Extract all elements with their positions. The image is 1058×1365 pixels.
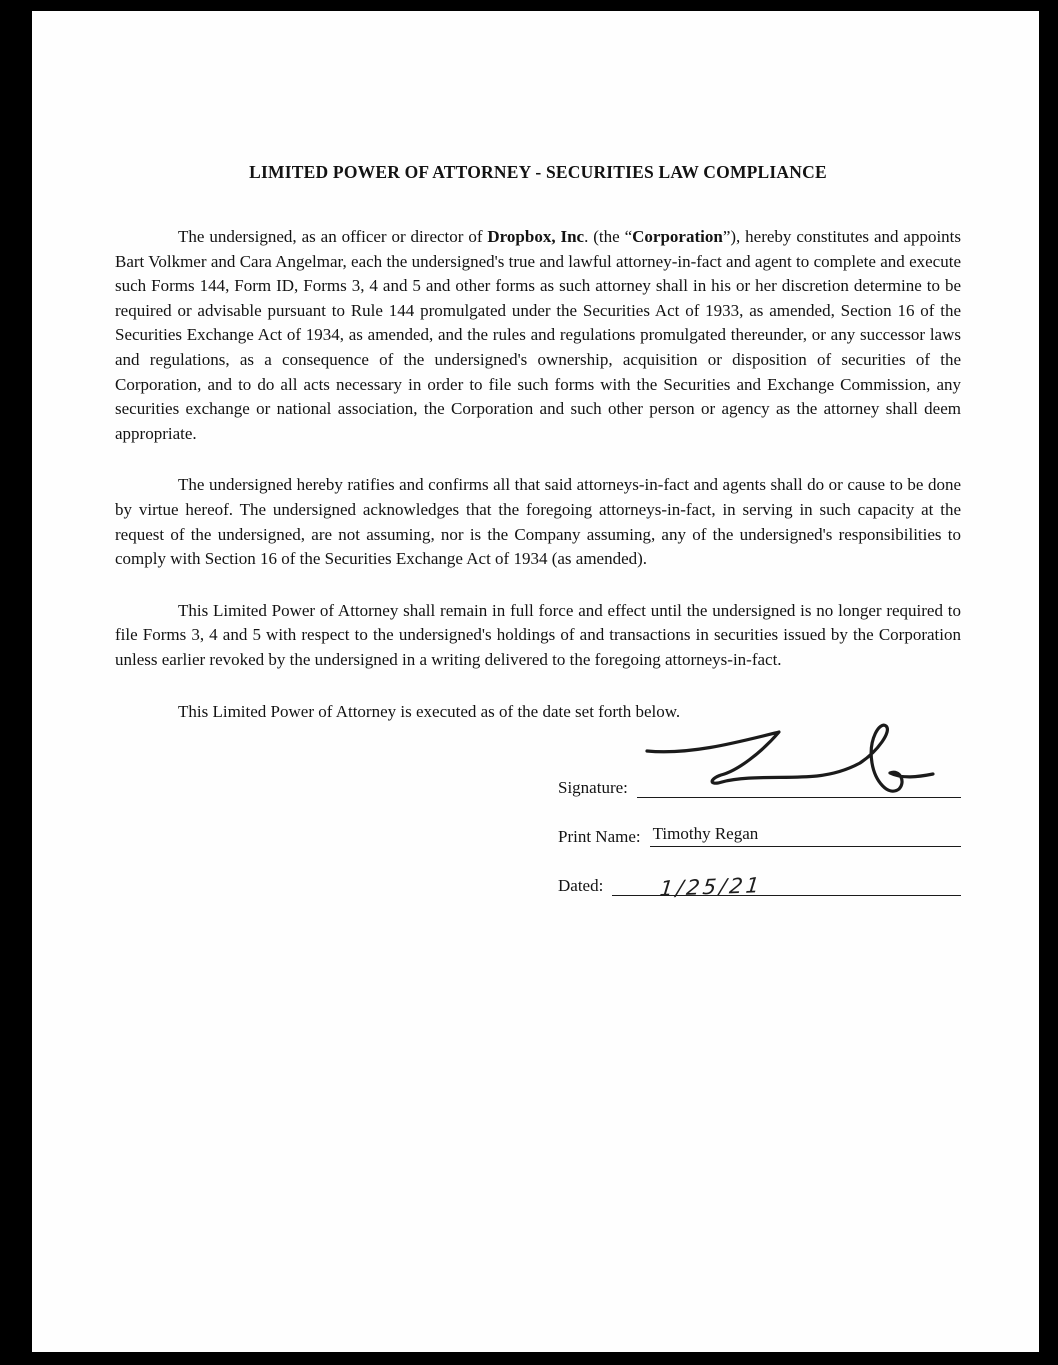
signature-label: Signature: [558, 778, 628, 798]
signature-section [558, 768, 961, 901]
paragraph-2: The undersigned hereby ratifies and confirms all that said attorneys-in-fact and agents shall do or cause to be done by virtue hereof. The undersigned acknowledges that the foregoing attorneys-in-fact, in serving in such capacity at the request of the undersigned, are not assuming, nor is the Company assuming, any of the undersigned's responsibilities to comply with Section 16 of the Securities Exchange Act of 1934 (as amended). [115, 475, 961, 569]
paragraph-1-text: ”), hereby constitutes and appoints Bart Volkmer and Cara Angelmar, each the undersigned's true and lawful attorney-in-fact and agent to complete and execute such Forms 144, Form ID, Forms 3, 4 and 5 and other forms as such attorney shall in his or her discretion determine to be required or advisable pursuant to Rule 144 promulgated under the Securities Act of 1933, as amended, Section 16 of the Securities Exchange Act of 1934, as amended, and the rules and regulations promulgated thereunder, or any successor laws and regulations, as a consequence of the undersigned's ownership, acquisition or disposition of securities of the Corporation, and to do all acts necessary in order to file such forms with the Securities and Exchange Commission, any securities exchange or national association, the Corporation and such other person or agency as the attorney shall deem appropriate. [115, 227, 962, 443]
scan-edge-left [0, 0, 32, 1365]
company-name: Dropbox, Inc [487, 227, 585, 246]
signature-row [558, 768, 961, 798]
paragraph-1 [115, 225, 961, 446]
print-name-label: Print Name: [558, 827, 641, 847]
dated-line [612, 865, 961, 901]
print-name-row [558, 817, 961, 847]
defined-term-corporation: Corporation [632, 227, 723, 246]
scan-edge-top [0, 0, 1058, 11]
dated-label: Dated: [558, 876, 604, 896]
paragraph-4: This Limited Power of Attorney is executed as of the date set forth below. [178, 701, 681, 721]
handwritten-signature [639, 719, 944, 811]
scan-edge-bottom [0, 1352, 1058, 1365]
document-title: LIMITED POWER OF ATTORNEY - SECURITIES LAW COMPLIANCE [249, 162, 827, 182]
print-name-value: Timothy Regan [652, 824, 759, 844]
paragraph-3: This Limited Power of Attorney shall remain in full force and effect until the undersigned is no longer required to file Forms 3, 4 and 5 with respect to the undersigned's holdings of and transactions in securities issued by the Corporation unless earlier revoked by the undersigned in a writing delivered to the foregoing attorneys-in-fact. [115, 600, 961, 669]
dated-row [558, 866, 961, 901]
signature-line [637, 767, 961, 798]
handwritten-date: 1/25/21 [658, 873, 764, 901]
paragraph-1-text: . (the “ [584, 227, 633, 246]
print-name-line [650, 816, 961, 847]
scan-edge-right [1039, 0, 1058, 1365]
paragraph-1-text: The undersigned, as an officer or director of [178, 227, 488, 246]
document-body [115, 162, 961, 915]
